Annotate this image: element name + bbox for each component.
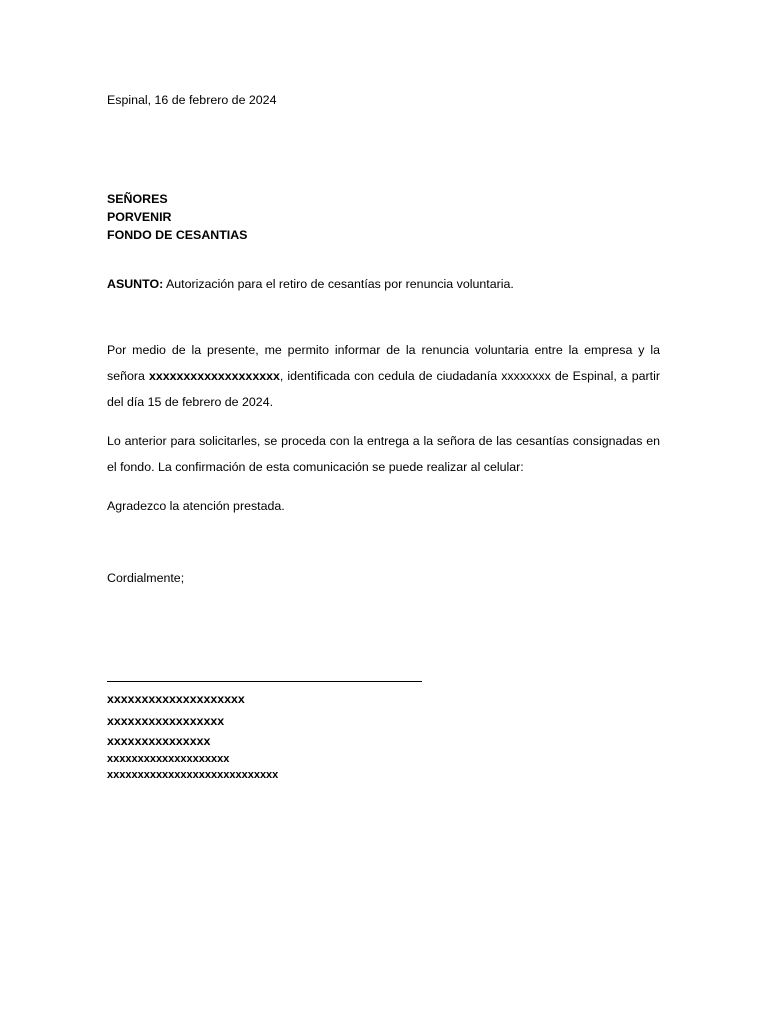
body-paragraph-2: Lo anterior para solicitarles, se proceda con la entrega a la señora de las cesantías consignadas en el fondo. La confirmación de esta comunicación se puede realizar al celular: bbox=[107, 434, 660, 474]
signature-line-5: xxxxxxxxxxxxxxxxxxxxxxxxxxxx bbox=[107, 769, 279, 781]
date-line: Espinal, 16 de febrero de 2024 bbox=[107, 93, 277, 107]
signature-line-4: xxxxxxxxxxxxxxxxxxxx bbox=[107, 753, 230, 765]
signature-line-1: xxxxxxxxxxxxxxxxxxxx bbox=[107, 692, 245, 706]
subject-line bbox=[107, 276, 514, 292]
paragraph-1-text-before: Por medio de la presente, me permito informar de la renuncia voluntaria entre la empresa y la señora bbox=[107, 343, 660, 383]
thanks-line: Agradezco la atención prestada. bbox=[107, 499, 285, 513]
subject-label: ASUNTO: bbox=[107, 277, 164, 291]
paragraph-1-text-after: , identificada con cedula de ciudadanía xxxxxxxx de Espinal, a partir del día 15 de febrero de 2024. bbox=[107, 369, 660, 409]
closing-line: Cordialmente; bbox=[107, 571, 185, 585]
recipient-line-1: SEÑORES bbox=[107, 192, 168, 206]
subject-text: Autorización para el retiro de cesantías por renuncia voluntaria. bbox=[163, 277, 514, 291]
employee-name-placeholder: xxxxxxxxxxxxxxxxxxx bbox=[148, 369, 280, 383]
signature-rule bbox=[107, 681, 422, 682]
signature-line-2: xxxxxxxxxxxxxxxxx bbox=[107, 714, 225, 728]
recipient-line-2: PORVENIR bbox=[107, 210, 172, 224]
signature-line-3: xxxxxxxxxxxxxxx bbox=[107, 734, 211, 748]
recipient-line-3: FONDO DE CESANTIAS bbox=[107, 228, 248, 242]
body-paragraph-1 bbox=[107, 337, 660, 415]
